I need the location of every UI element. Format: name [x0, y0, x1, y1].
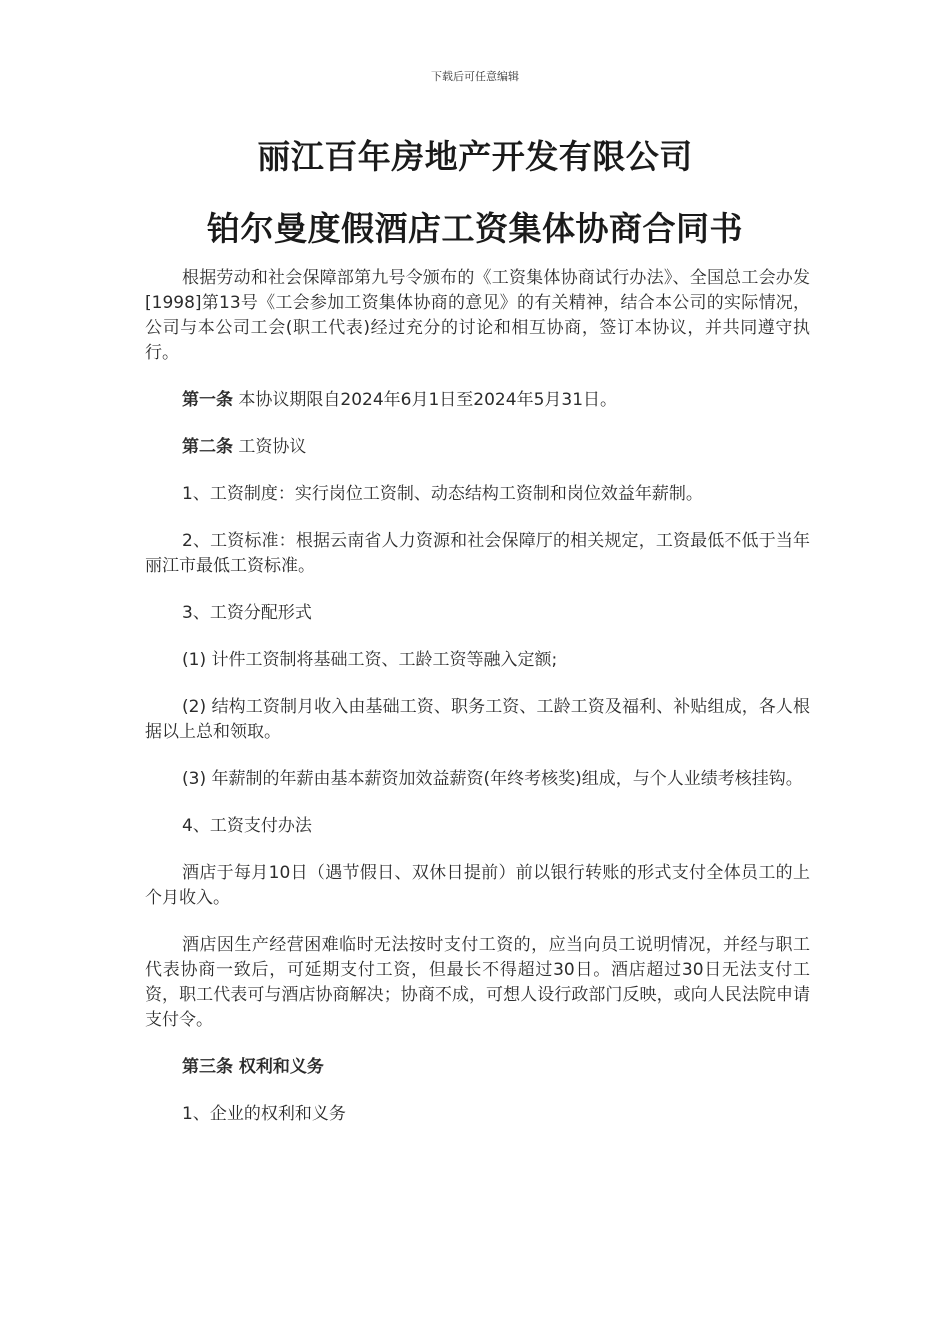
- enterprise-rights-paragraph: 1、企业的权利和义务: [182, 1104, 346, 1124]
- piece-rate-paragraph: (1) 计件工资制将基础工资、工龄工资等融入定额;: [182, 650, 558, 670]
- company-title: 丽江百年房地产开发有限公司: [257, 137, 693, 176]
- wage-system-paragraph: 1、工资制度：实行岗位工资制、动态结构工资制和岗位效益年薪制。: [182, 484, 703, 504]
- document-title: 铂尔曼度假酒店工资集体协商合同书: [207, 209, 743, 248]
- wage-distribution-paragraph: 3、工资分配形式: [182, 603, 312, 623]
- delayed-payment-paragraph: 酒店因生产经营困难临时无法按时支付工资的，应当向员工说明情况，并经与职工代表协商一致后，可延期支付工资，但最长不得超过30日。酒店超过30日无法支付工资，职工代表可与酒店协商解决；协商不成，可想人设行政部门反映，或向人民法院申请支付令。: [145, 935, 810, 1030]
- intro-paragraph: 根据劳动和社会保障部第九号令颁布的《工资集体协商试行办法》、全国总工会办发[1998]第13号《工会参加工资集体协商的意见》的有关精神，结合本公司的实际情况，公司与本公司工会(职工代表)经过充分的讨论和相互协商，签订本协议，并共同遵守执行。: [145, 268, 810, 363]
- document-body: [145, 266, 810, 1127]
- article-2-text: 工资协议: [233, 437, 307, 457]
- article-1: [145, 388, 810, 413]
- header-note: 下载后可任意编辑: [431, 70, 519, 83]
- wage-payment-paragraph: 4、工资支付办法: [182, 816, 312, 836]
- wage-standard-paragraph: 2、工资标准：根据云南省人力资源和社会保障厅的相关规定，工资最低不低于当年丽江市最低工资标准。: [145, 531, 810, 576]
- article-1-heading: 第一条: [182, 390, 233, 410]
- payment-date-paragraph: 酒店于每月10日（遇节假日、双休日提前）前以银行转账的形式支付全体员工的上个月收入。: [145, 863, 810, 908]
- article-2-heading: 第二条: [182, 437, 233, 457]
- article-1-text: 本协议期限自2024年6月1日至2024年5月31日。: [233, 390, 618, 410]
- article-3-heading: 第三条 权利和义务: [182, 1057, 324, 1077]
- annual-salary-paragraph: (3) 年薪制的年薪由基本薪资加效益薪资(年终考核奖)组成，与个人业绩考核挂钩。: [182, 769, 803, 789]
- structured-wage-paragraph: (2) 结构工资制月收入由基础工资、职务工资、工龄工资及福利、补贴组成，各人根据以上总和领取。: [145, 697, 810, 742]
- article-2: [145, 435, 810, 460]
